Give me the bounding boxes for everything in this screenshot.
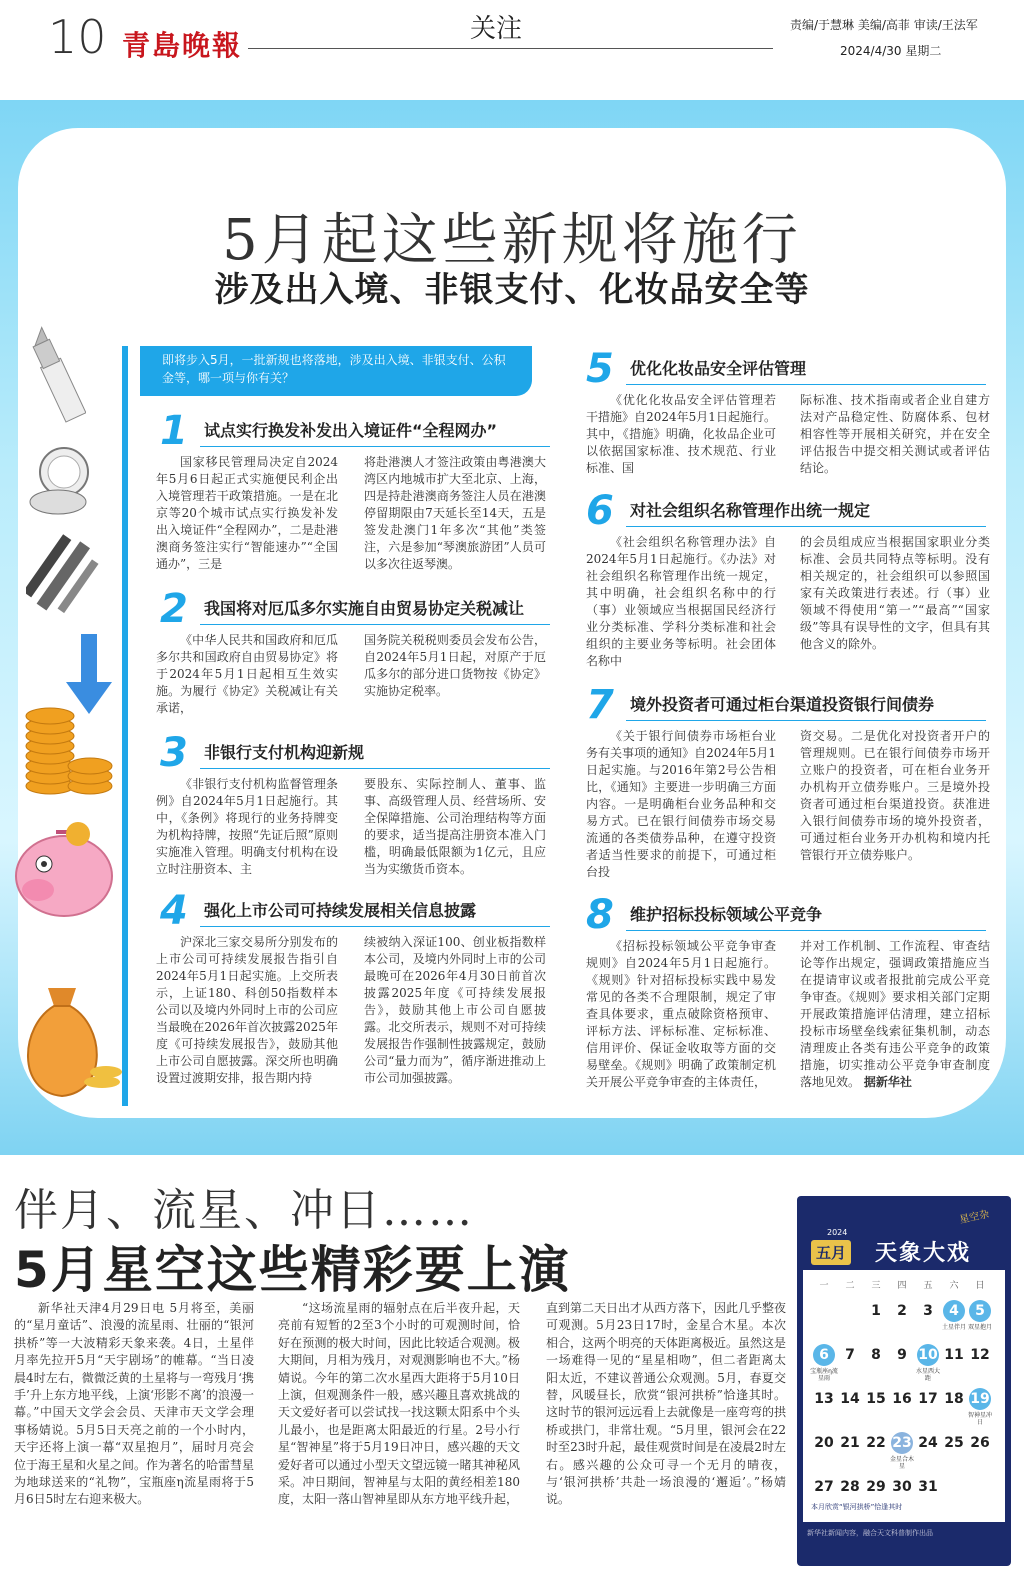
rule-heading: 对社会组织名称管理作出统一规定 [630,501,871,520]
rule-item-5 [586,346,996,482]
article2-title: 5月星空这些精彩要上演 [14,1241,571,1299]
rule-number: 5 [586,346,614,392]
article1-subtitle: 涉及出入境、非银支付、化妆品安全等 [214,270,810,310]
calendar-day: 11 [944,1347,964,1363]
rule-text-col1: 《招标投标领域公平竞争审查规则》自2024年5月1日起施行。《规则》针对招标投标实践中易发常见的各类不合理限制，规定了审查具体要求，重点破除资格预审、评标方法、评标标准、定标标准、信用评价、保证金收取等方面的交易壁垒。《规则》明确了政策制定机关开展公平竞争审查的主体责任， [586,939,776,1089]
rule-heading: 维护招标投标领域公平竞争 [630,905,823,924]
calendar-weekday: 五 [923,1281,933,1291]
rule-number: 7 [586,682,614,728]
rule-item-3 [156,730,550,886]
calendar-day: 5 [969,1300,991,1322]
article2-kicker: 伴月、流星、冲日…… [14,1185,474,1236]
rule-text-col2: 国务院关税税则委员会发布公告，自2024年5月1日起，对原产于厄瓜多尔的部分进口货物按《协定》实施协定税率。 [364,633,546,698]
rule-text-col2: 将赴港澳人才签注政策由粤港澳大湾区内地城市扩大至北京、上海，四是持赴港澳商务签注人员在港澳停留期限由7天延长至14天，五是签发赴澳门1年多次“其他”类签注，六是参加“琴澳旅游团”人员可以多次往返琴澳。 [364,455,546,571]
rule-text-col1: 《优化化妆品安全评估管理若干措施》自2024年5月1日起施行。其中，《措施》明确，化妆品企业可以依据国家标准、技术规范、行业标准、国 [586,393,776,475]
calendar-footer: 新华社新闻内容，融合天文科普制作出品 [807,1529,933,1537]
rule-divider [200,768,550,769]
calendar-day: 31 [918,1479,938,1495]
calendar-grid [803,1270,1005,1522]
issue-date: 2024/4/30 星期二 [840,44,942,58]
article2-col3: 直到第二天日出才从西方落下，因此几乎整夜可观测。5月23日17时，金星合木星。本次相合，这两个明亮的天体距离极近。虽然这是一场难得一见的“星星相吻”，但二者距离太阳太近，不建议普通公众观测。5月，春夏交替，风暖昼长，欣赏“银河拱桥”恰逢其时。这时节的银河远远看上去就像是一座弯弯的拱桥或拱门，非常壮观。“5月里，银河会在22时至23时升起，最佳观赏时间是在凌晨2时左右。感兴趣的公众可寻一个无月的晴夜，与‘银河拱桥’共赴一场浪漫的‘邂逅’。”杨婧说。 [546,1301,786,1507]
rule-item-2 [156,586,550,722]
calendar-day: 9 [897,1347,907,1363]
page-number: 10 [48,10,107,64]
astronomy-calendar [797,1196,1011,1566]
coin-stack-icon [14,700,114,800]
lipstick-icon [26,322,86,432]
rule-text-col1: 国家移民管理局决定自2024年5月6日起正式实施便民利企出入境管理若干政策措施。一是在北京等20个城市试点实行换发补发出入境证件“全程网办”，二是赴港澳商务签注实行“智能速办”“全国通办”，三是 [156,455,338,571]
rule-divider [626,526,986,527]
article1-title: 5月起这些新规将施行 [222,208,802,273]
rule-heading: 优化化妆品安全评估管理 [630,359,807,378]
compact-mirror-icon [24,442,100,522]
rule-text-col1: 《中华人民共和国政府和厄瓜多尔共和国政府自由贸易协定》将于2024年5月1日起相互生效实施。为履行《协定》关税减让有关承诺， [156,633,338,715]
rule-text: 并对工作机制、工作流程、审查结论等作出规定，强调政策措施应当在提请审议或者报批前完成公平竞争审查。《规则》要求相关部门定期开展政策措施评估清理，建立招标投标市场壁垒线索征集机制，动态清理废止各类有违公平竞争的政策措施，切实推动公平竞争审查制度落地见效。 [800,939,990,1089]
rule-divider [626,720,986,721]
calendar-day: 30 [892,1479,912,1495]
rule-number: 3 [160,730,188,776]
rule-heading: 试点实行换发补发出入境证件“全程网办” [204,421,498,440]
calendar-day: 3 [923,1303,933,1319]
rule-item-1 [156,408,550,584]
byline: 据新华社 [863,1075,912,1089]
calendar-day: 13 [814,1391,834,1407]
calendar-day: 23 [891,1432,913,1454]
calendar-month: 五月 [811,1240,851,1265]
calendar-day: 4 [943,1300,965,1322]
rule-divider [200,446,550,447]
calendar-day: 10 [917,1344,939,1366]
rule-text-col2: 资交易。二是优化对投资者开户的管理规则。已在银行间债券市场开立账户的投资者，可在柜台业务开办机构开立债券账户。三是境外投资者可通过柜台渠道投资。获准进入银行间债券市场的境外投资者，可通过柜台业务开办机构和境内托管银行开立债券账户。 [800,729,990,862]
article1-accent-bar [122,346,128,1106]
calendar-day: 17 [918,1391,938,1407]
calendar-weekday: 日 [975,1281,985,1291]
header-rule [248,48,773,49]
calendar-day: 1 [871,1303,881,1319]
calendar-day: 19 [969,1388,991,1410]
calendar-day: 26 [970,1435,990,1451]
rule-divider [200,624,550,625]
rule-text-col1: 沪深北三家交易所分别发布的上市公司可持续发展报告指引自2024年5月1日起实施。上交所表示，上证180、科创50指数样本公司以及境内外同时上市的公司应当最晚在2026年首次披露2025年度《可持续发展报告》，鼓励其他上市公司自愿披露。深交所也明确设置过渡期安排，报告期内持 [156,935,338,1085]
calendar-day: 27 [814,1479,834,1495]
rule-text-col1: 《非银行支付机构监督管理条例》自2024年5月1日起施行。其中，《条例》将现行的业务持牌变为机构持牌，按照“先证后照”原则实施准入管理。明确支付机构在设立时注册资本、主 [156,777,338,876]
rule-item-7 [586,682,996,884]
calendar-day: 28 [840,1479,860,1495]
calendar-day: 24 [918,1435,938,1451]
calendar-weekday: 一 [819,1281,829,1291]
calendar-event-label: 智神星冲日 [967,1412,992,1426]
rule-heading: 我国将对厄瓜多尔实施自由贸易协定关税减让 [204,599,525,618]
calendar-note: 本月欣赏“银河拱桥”恰逢其时 [811,1503,903,1511]
calendar-year: 2024 [827,1228,848,1237]
rule-number: 6 [586,488,614,534]
rule-text-col2: 续被纳入深证100、创业板指数样本公司，及境内外同时上市的公司最晚可在2026年4月30日前首次披露2025年度《可持续发展报告》，鼓励其他上市公司自愿披露。北交所表示，规则不对可持续发展报告作强制性披露规定，鼓励公司“量力而为”，循序渐进推动上市公司加强披露。 [364,935,546,1085]
article2-col2: “这场流星雨的辐射点在后半夜升起，天亮前有短暂的2至3个小时的可观测时间，恰好在预测的极大时间，因此比较适合观测。极大期间，月相为残月，对观测影响也不大。”杨婧说。今年的第二次水星西大距将于5月10日上演，但观测条件一般，感兴趣且喜欢挑战的天文爱好者可以尝试找一找这颗太阳系中个头儿最小，也是距离太阳最近的行星。2号小行星“智神星”将于5月19日冲日，感兴趣的天文爱好者可以通过小型天文望远镜一睹其神秘风采。冲日期间，智神星与太阳的黄经相差180度，太阳一落山智神星即从东方地平线升起， [278,1301,520,1507]
calendar-day: 15 [866,1391,886,1407]
rule-item-8 [586,892,996,1112]
rule-number: 4 [160,888,188,934]
rule-heading: 强化上市公司可持续发展相关信息披露 [204,901,477,920]
calendar-brand: 星空杂 [958,1208,991,1226]
calendar-day: 21 [840,1435,860,1451]
money-bag-icon [10,972,126,1108]
rule-number: 1 [160,408,188,454]
article2-col1: 新华社天津4月29日电 5月将至，美丽的“星月童话”、浪漫的流星雨、壮丽的“银河拱桥”等一大波精彩天象来袭。4日，土星伴月率先拉开5月“天宇剧场”的帷幕。“当日凌晨4时左右，微微泛黄的土星将与一弯残月‘携手’升上东方地平线，上演‘形影不离’的浪漫一幕。”中国天文学会会员、天津市天文学会理事杨婧说。5月5日天亮之前的一个小时内，天宇还将上演一幕“双星抱月”，届时月亮会位于海王星和火星之间。作为著名的哈雷彗星为地球送来的“礼物”，宝瓶座η流星雨将于5月6日5时左右迎来极大。 [14,1301,254,1507]
calendar-day: 6 [813,1344,835,1366]
rule-heading: 境外投资者可通过柜台渠道投资银行间债券 [630,695,935,714]
page-header [0,0,1024,92]
rule-text-col2: 际标准、技术指南或者企业自建方法对产品稳定性、防腐体系、包材相容性等开展相关研究，并在安全评估报告中提交相关测试或者评估结论。 [800,393,990,475]
rule-heading: 非银行支付机构迎新规 [204,743,365,762]
calendar-weekday: 六 [949,1281,959,1291]
calendar-day: 22 [866,1435,886,1451]
rule-text-col2 [800,938,990,1110]
calendar-day: 8 [871,1347,881,1363]
calendar-title: 天象大戏 [875,1240,972,1266]
rule-number: 8 [586,892,614,938]
calendar-weekday: 三 [871,1281,881,1291]
calendar-event-label: 水星西大距 [915,1368,940,1382]
rule-item-6 [586,488,996,678]
calendar-day: 16 [892,1391,912,1407]
rule-text-col2: 的会员组成应当根据国家职业分类标准、会员共同特点等标明。没有相关规定的，社会组织可以参照国家有关政策进行表述。行（事）业领域不得使用“第一”“最高”“国家级”等具有误导性的文字，但具有其他含义的除外。 [800,535,990,651]
editors-line: 责编/于慧琳 美编/高菲 审读/王法军 [790,18,978,32]
calendar-weekday: 二 [845,1281,855,1291]
rule-item-4 [156,888,550,1110]
mascara-icon [26,534,106,624]
rule-text-col1: 《关于银行间债券市场柜台业务有关事项的通知》自2024年5月1日起实施。与2016年第2号公告相比，《通知》主要进一步明确三方面内容。一是明确柜台业务品种和交易方式。已在银行间债券市场交易流通的各类债券品种，在遵守投资者适当性要求的前提下，可通过柜台投 [586,729,776,879]
calendar-event-label: 金星合木星 [889,1456,914,1470]
rule-text-col1: 《社会组织名称管理办法》自2024年5月1日起施行。《办法》对社会组织名称管理作出统一规定，其中明确，社会组织名称中的行（事）业领域应当根据国民经济行业分类标准、学科分类标准和社会组织的主要业务等标明。社会团体名称中 [586,535,776,668]
calendar-event-label: 土星伴月 [941,1324,966,1331]
rule-divider [626,930,986,931]
calendar-day: 7 [845,1347,855,1363]
calendar-weekday: 四 [897,1281,907,1291]
calendar-day: 18 [944,1391,964,1407]
section-title: 关注 [470,14,523,44]
rule-text-col2: 要股东、实际控制人、董事、监事、高级管理人员、经营场所、安全保障措施、公司治理结构等方面的要求，适当提高注册资本准入门槛，明确最低限额为1亿元，且应当为实缴货币资本。 [364,777,546,876]
calendar-day: 12 [970,1347,990,1363]
calendar-day: 25 [944,1435,964,1451]
calendar-day: 20 [814,1435,834,1451]
calendar-event-label: 双星抱月 [967,1324,992,1331]
masthead: 青島晚報 [122,29,243,62]
rule-number: 2 [160,586,188,632]
calendar-day: 14 [840,1391,860,1407]
piggy-bank-icon [8,806,120,926]
rule-divider [200,926,550,927]
calendar-event-label: 宝瓶座η流星雨 [810,1368,838,1382]
article1-intro: 即将步入5月，一批新规也将落地，涉及出入境、非银支付、公积金等，哪一项与你有关？ [140,346,532,396]
calendar-day: 2 [897,1303,907,1319]
calendar-day: 29 [866,1479,886,1495]
rule-divider [626,384,986,385]
